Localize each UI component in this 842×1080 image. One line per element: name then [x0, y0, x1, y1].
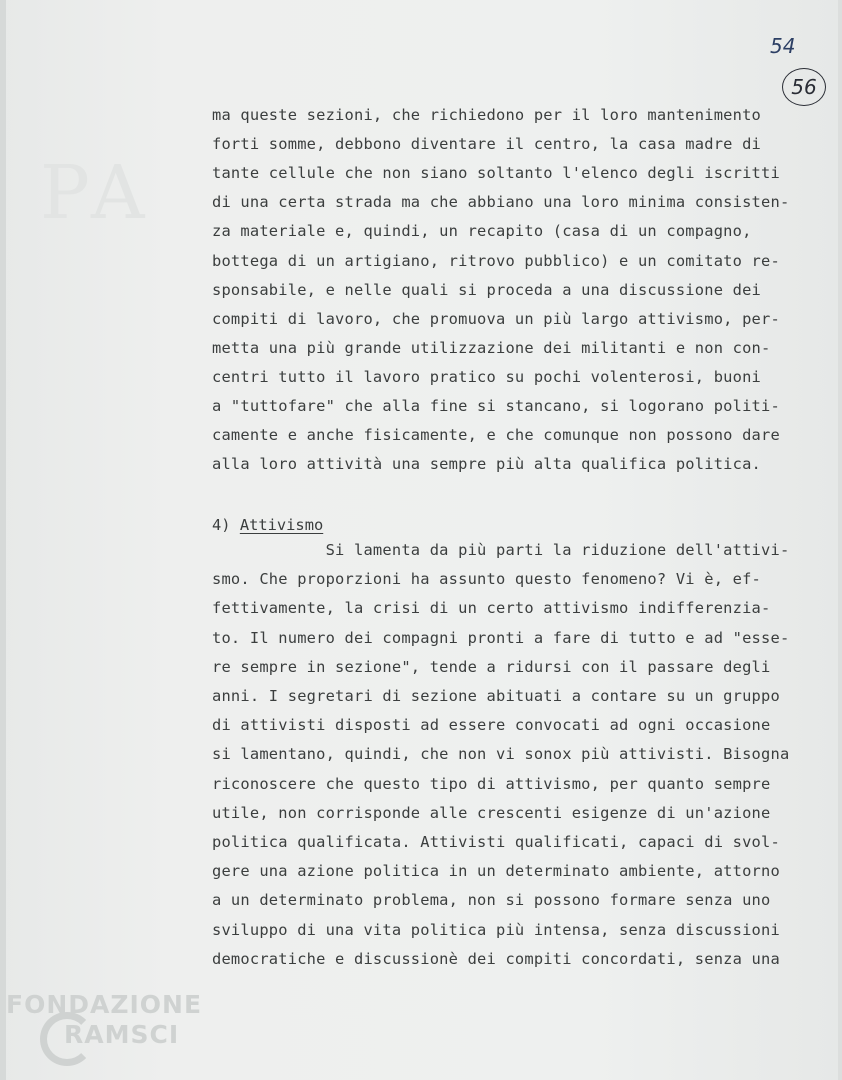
text-line: smo. Che proporzioni ha assunto questo fenomeno? Vi è, ef- — [212, 570, 762, 589]
text-line: to. Il numero dei compagni pronti a fare di tutto e ad "esse- — [212, 628, 790, 647]
text-line: sponsabile, e nelle quali si proceda a una discussione dei — [212, 280, 762, 299]
text-line: compiti di lavoro, che promuova un più largo attivismo, per- — [212, 309, 780, 328]
circled-page-number: 56 — [782, 68, 826, 106]
text-line: fettivamente, la crisi di un certo attivismo indifferenzia- — [212, 599, 771, 618]
text-line: a un determinato problema, non si possono formare senza uno — [212, 891, 771, 910]
text-line: sviluppo di una vita politica più intensa, senza discussioni — [212, 920, 780, 939]
section-title: Attivismo — [239, 516, 324, 534]
text-line: utile, non corrisponde alle crescenti esigenze di un'azione — [212, 803, 771, 822]
text-line: centri tutto il lavoro pratico su pochi volenterosi, buoni — [212, 367, 762, 386]
text-line: Si lamenta da più parti la riduzione dell'attivi- — [212, 541, 790, 559]
text-line: riconoscere che questo tipo di attivismo, per quanto sempre — [212, 774, 771, 793]
text-line: gere una azione politica in un determinato ambiente, attorno — [212, 862, 780, 881]
text-line: za materiale e, quindi, un recapito (casa di un compagno, — [212, 222, 752, 241]
text-line: metta una più grande utilizzazione dei militanti e non con- — [212, 338, 771, 357]
text-line: anni. I segretari di sezione abituati a contare su un gruppo — [212, 687, 780, 705]
text-line: forti somme, debbono diventare il centro, la casa madre di — [212, 135, 762, 154]
text-line: bottega di un artigiano, ritrovo pubblico) e un comitato re- — [212, 251, 780, 270]
text-line: tante cellule che non siano soltanto l'elenco degli iscritti — [212, 164, 780, 183]
fondazione-gramsci-watermark — [6, 990, 216, 1076]
folio-number: 54 — [770, 34, 796, 58]
section-number: 4) — [212, 516, 231, 534]
text-line: re sempre in sezione", tende a ridursi con il passare degli — [212, 657, 771, 676]
bleed-through-shadow: PA — [40, 150, 153, 236]
page-left-edge — [0, 0, 6, 1080]
text-line: a "tuttofare" che alla fine si stancano, si logorano politi- — [212, 397, 780, 415]
watermark-line-1: FONDAZIONE — [6, 990, 203, 1019]
text-line: democratiche e discussionè dei compiti concordati, senza una — [212, 949, 780, 968]
text-line: ma queste sezioni, che richiedono per il loro mantenimento — [212, 106, 762, 124]
section-heading — [212, 516, 323, 534]
text-line: camente e anche fisicamente, e che comunque non possono dare — [212, 426, 780, 445]
text-line: politica qualificata. Attivisti qualificati, capaci di svol- — [212, 833, 780, 851]
page-right-edge — [838, 0, 842, 1080]
watermark-line-2: RAMSCI — [64, 1020, 180, 1049]
text-line: di una certa strada ma che abbiano una loro minima consisten- — [212, 193, 790, 212]
text-line: di attivisti disposti ad essere convocati ad ogni occasione — [212, 716, 771, 735]
text-line: si lamentano, quindi, che non vi sonox più attivisti. Bisogna — [212, 745, 790, 764]
text-line: alla loro attività una sempre più alta qualifica politica. — [212, 455, 762, 474]
